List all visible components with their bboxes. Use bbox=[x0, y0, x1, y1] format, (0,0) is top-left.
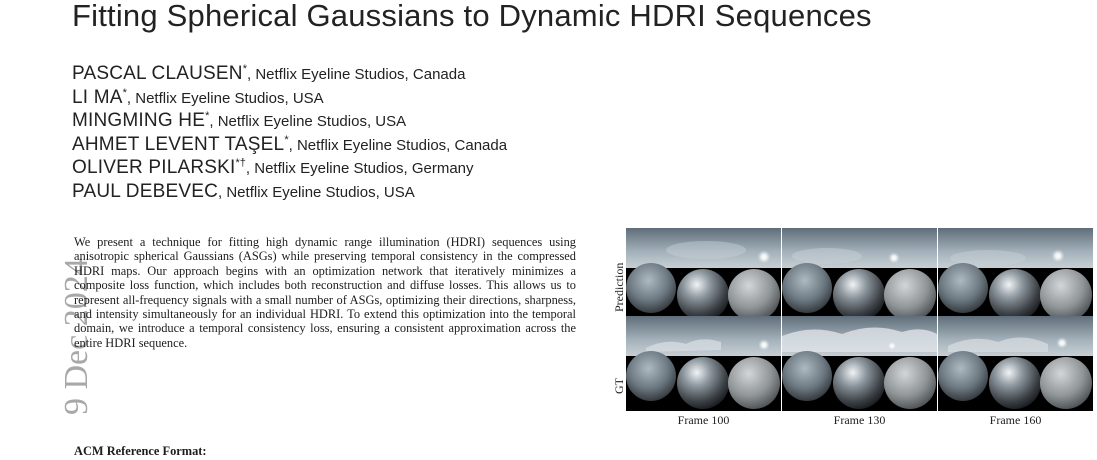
gt-frame-130 bbox=[782, 316, 937, 411]
author-mark: * bbox=[284, 133, 289, 146]
acm-reference-heading: ACM Reference Format: bbox=[74, 444, 207, 458]
frame-label-160: Frame 160 bbox=[989, 413, 1042, 427]
author-affiliation: , Netflix Eyeline Studios, Canada bbox=[288, 136, 508, 154]
author-mark: * bbox=[122, 86, 127, 99]
author-name: OLIVER PILARSKI bbox=[72, 157, 236, 178]
prediction-frame-160 bbox=[938, 228, 1093, 323]
author-3 bbox=[72, 105, 507, 129]
frame-label-130: Frame 130 bbox=[833, 413, 886, 427]
gt-frame-160 bbox=[938, 316, 1093, 411]
frame-label-100: Frame 100 bbox=[677, 413, 730, 427]
author-2 bbox=[72, 82, 507, 106]
abstract-text: We present a technique for fitting high dynamic range illumination (HDRI) sequences using anisotropic spherical Gaussians (ASGs) while preserving temporal consistency in the compressed HDRI maps. Our approach begins with an optimization network that iteratively minimizes a composite loss function, which includes both reconstruction and diffuse losses. This allows us to represent all-frequency signals with a small number of ASGs, optimizing their directions, sharpness, and intensity simultaneously for an individual HDRI. To extend this optimization into the temporal domain, we introduce a temporal consistency loss, ensuring a consistent approximation across the entire HDRI sequence. bbox=[74, 235, 576, 350]
author-affiliation: , Netflix Eyeline Studios, USA bbox=[209, 113, 407, 130]
prediction-frame-130 bbox=[782, 228, 937, 323]
teaser-figure bbox=[612, 228, 1067, 430]
author-mark: * bbox=[242, 63, 247, 75]
row-label-prediction: Prediction bbox=[612, 262, 626, 312]
author-name: PAUL DEBEVEC bbox=[72, 180, 219, 202]
author-name: AHMET LEVENT TAŞEL bbox=[72, 133, 285, 155]
paper-title: Fitting Spherical Gaussians to Dynamic HDRI Sequences bbox=[72, 0, 872, 33]
author-name: PASCAL CLAUSEN bbox=[72, 63, 243, 84]
author-4 bbox=[72, 129, 507, 153]
author-name: LI MA bbox=[72, 86, 123, 108]
author-affiliation: , Netflix Eyeline Studios, USA bbox=[218, 183, 415, 201]
author-1 bbox=[72, 58, 507, 82]
author-affiliation: , Netflix Eyeline Studios, USA bbox=[126, 89, 324, 107]
author-mark: *† bbox=[235, 157, 246, 169]
arxiv-side-stamp: 9 Dec 2024 bbox=[58, 258, 95, 415]
author-list bbox=[72, 58, 508, 202]
author-affiliation: , Netflix Eyeline Studios, Canada bbox=[246, 66, 466, 83]
gt-frame-100 bbox=[626, 316, 781, 411]
author-5 bbox=[72, 152, 507, 176]
author-6 bbox=[72, 176, 507, 200]
author-mark: * bbox=[205, 110, 210, 122]
prediction-frame-100 bbox=[626, 228, 781, 323]
author-affiliation: , Netflix Eyeline Studios, Germany bbox=[245, 160, 474, 177]
author-name: MINGMING HE bbox=[72, 110, 206, 131]
row-label-gt: GT bbox=[612, 378, 626, 394]
